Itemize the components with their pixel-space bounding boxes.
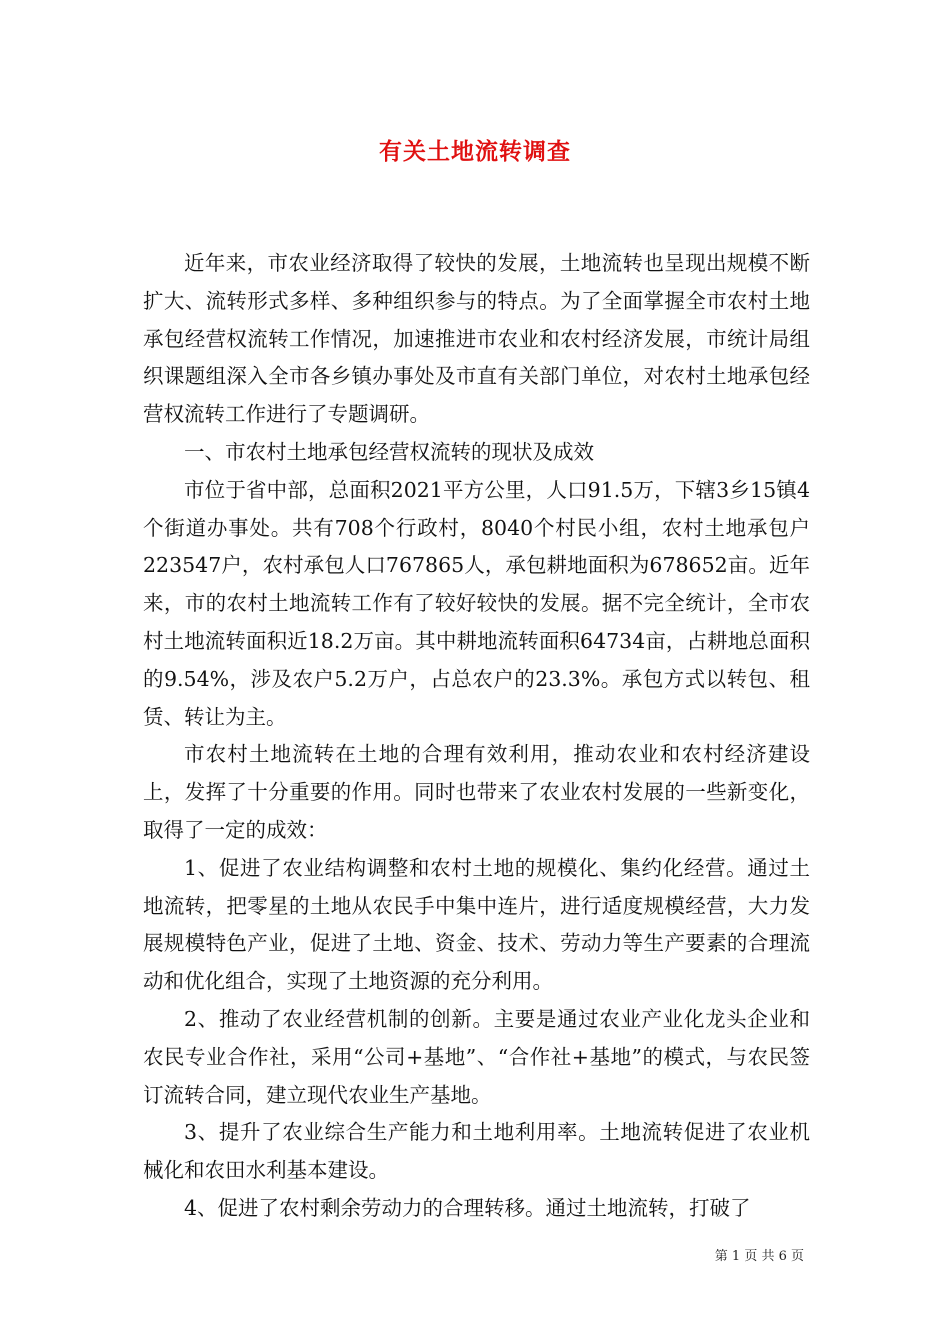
document-body xyxy=(143,245,810,1228)
section-heading-1: 一、市农村土地承包经营权流转的现状及成效 xyxy=(184,439,594,464)
page-number: 第 1 页 共 6 页 xyxy=(714,1249,804,1264)
paragraph-point-1: 1、促进了农业结构调整和农村土地的规模化、集约化经营。通过土地流转，把零星的土地从农民手中集中连片，进行适度规模经营，大力发展规模特色产业，促进了土地、资金、技术、劳动力等生产要素的合理流动和优化组合，实现了土地资源的充分利用。 xyxy=(143,855,810,994)
page-title: 有关土地流转调查 xyxy=(379,138,571,165)
paragraph-point-3: 3、提升了农业综合生产能力和土地利用率。土地流转促进了农业机械化和农田水利基本建设。 xyxy=(143,1120,810,1183)
paragraph-overview: 市位于省中部，总面积2021平方公里，人口91.5万，下辖3乡15镇4个街道办事处。共有708个行政村，8040个村民小组，农村土地承包户223547户，农村承包人口767865人，承包耕地面积为678652亩。近年来，市的农村土地流转工作有了较好较快的发展。据不完全统计，全市农村土地流转面积近18.2万亩。其中耕地流转面积64734亩，占耕地总面积的9.54%，涉及农户5.2万户，占总农户的23.3%。承包方式以转包、租赁、转让为主。 xyxy=(143,477,810,729)
paragraph-effects: 市农村土地流转在土地的合理有效利用，推动农业和农村经济建设上，发挥了十分重要的作用。同时也带来了农业农村发展的一些新变化，取得了一定的成效： xyxy=(143,742,810,842)
paragraph-point-4: 4、促进了农村剩余劳动力的合理转移。通过土地流转，打破了 xyxy=(184,1195,751,1220)
paragraph-point-2: 2、推动了农业经营机制的创新。主要是通过农业产业化龙头企业和农民专业合作社，采用“公司+基地”、“合作社+基地”的模式，与农民签订流转合同，建立现代农业生产基地。 xyxy=(143,1006,810,1107)
paragraph-intro: 近年来，市农业经济取得了较快的发展，土地流转也呈现出规模不断扩大、流转形式多样、多种组织参与的特点。为了全面掌握全市农村土地承包经营权流转工作情况，加速推进市农业和农村经济发展，市统计局组织课题组深入全市各乡镇办事处及市直有关部门单位，对农村土地承包经营权流转工作进行了专题调研。 xyxy=(143,251,810,427)
